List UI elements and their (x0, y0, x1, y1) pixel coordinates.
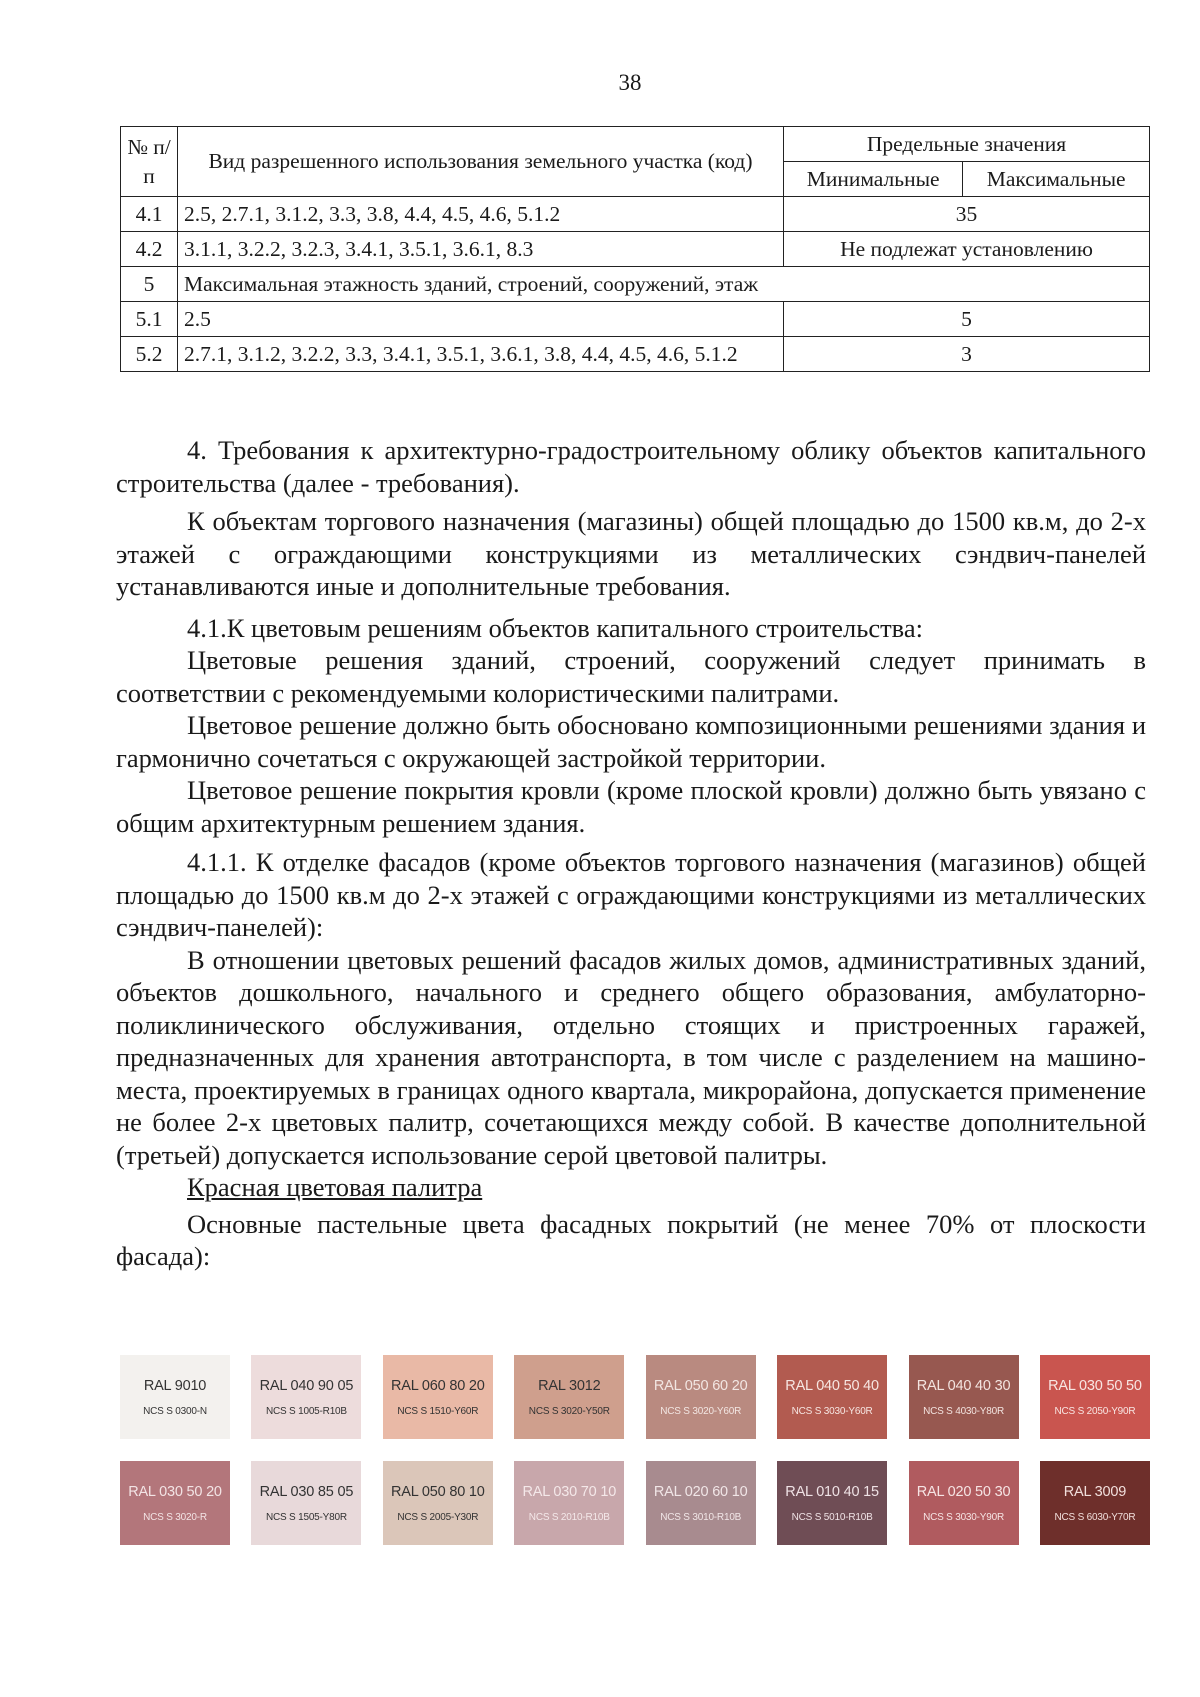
paragraph: Основные пастельные цвета фасадных покрытий (не менее 70% от плоскости фасада): (116, 1208, 1146, 1271)
swatch-row-1 (120, 1355, 1150, 1439)
swatch-ncs-code: NCS S 0300-N (143, 1405, 207, 1417)
palette-subheading-text: Красная цветовая палитра (187, 1172, 483, 1202)
swatch-ral-code: RAL 020 60 10 (653, 1483, 748, 1500)
table-row (121, 232, 1150, 267)
paragraph: 4. Требования к архитектурно-градостроительному облику объектов капитального строительства (далее - требования). (116, 435, 1146, 498)
row-num: 5.1 (121, 302, 178, 337)
paragraph: В отношении цветовых решений фасадов жилых домов, административных зданий, объектов дошкольного, начального и среднего общего образования, амбулаторно-поликлинического обслуживания, отдельно стоящих и пристроенных гаражей, предназначенных для хранения автотранспорта, в том числе с разделением на машино-места, проектируемых в границах одного квартала, микрорайона, допускается применение не более 2-х цветовых палитр, сочетающихся между собой. В качестве дополнительной (третьей) допускается использование серой цветовой палитры. (116, 944, 1146, 1170)
color-swatch (383, 1461, 493, 1545)
swatch-ncs-code: NCS S 1510-Y60R (397, 1405, 479, 1417)
swatch-ncs-code: NCS S 2010-R10B (528, 1511, 610, 1523)
swatch-ncs-code: NCS S 3020-Y60R (660, 1405, 742, 1417)
swatch-ral-code: RAL 030 50 20 (128, 1483, 222, 1500)
color-palette (120, 1355, 1150, 1567)
swatch-ral-code: RAL 060 80 20 (391, 1377, 485, 1394)
table-row (121, 197, 1150, 232)
color-swatch (120, 1461, 230, 1545)
header-max: Максимальные (963, 162, 1150, 197)
swatch-ncs-code: NCS S 6030-Y70R (1054, 1511, 1136, 1523)
swatch-ncs-code: NCS S 1005-R10B (265, 1405, 347, 1417)
swatch-ral-code: RAL 050 80 10 (391, 1483, 485, 1500)
swatch-ncs-code: NCS S 3010-R10B (660, 1511, 742, 1523)
color-swatch (777, 1355, 887, 1439)
row-value: 35 (784, 197, 1150, 232)
swatch-ral-code: RAL 040 50 40 (785, 1377, 879, 1394)
color-swatch (646, 1461, 756, 1545)
color-swatch (646, 1355, 756, 1439)
row-codes: 3.1.1, 3.2.2, 3.2.3, 3.4.1, 3.5.1, 3.6.1, 8.3 (178, 232, 784, 267)
header-type: Вид разрешенного использования земельного участка (код) (178, 127, 784, 197)
swatch-ncs-code: NCS S 5010-R10B (791, 1511, 873, 1523)
swatch-ral-code: RAL 020 50 30 (916, 1483, 1011, 1500)
row-codes: 2.5, 2.7.1, 3.1.2, 3.3, 3.8, 4.4, 4.5, 4.6, 5.1.2 (178, 197, 784, 232)
color-swatch (1040, 1461, 1150, 1545)
row-num: 4.1 (121, 197, 178, 232)
paragraph: Цветовое решение должно быть обосновано композиционными решениями здания и гармонично сочетаться с окружающей застройкой территории. (116, 710, 1146, 773)
table-header-row (121, 127, 1150, 162)
limits-table (120, 126, 1150, 372)
swatch-ral-code: RAL 050 60 20 (653, 1377, 748, 1394)
color-swatch (383, 1355, 493, 1439)
paragraph: Цветовые решения зданий, строений, сооружений следует принимать в соответствии с рекомендуемыми колористическими палитрами. (116, 645, 1146, 708)
swatch-ral-code: RAL 3012 (538, 1377, 601, 1394)
page-number: 38 (618, 70, 642, 95)
color-swatch (1040, 1355, 1150, 1439)
paragraph: Цветовое решение покрытия кровли (кроме плоской кровли) должно быть увязано с общим архитектурным решением здания. (116, 775, 1146, 838)
header-num: № п/п (121, 127, 178, 197)
swatch-ral-code: RAL 030 70 10 (522, 1483, 617, 1500)
swatch-ncs-code: NCS S 3030-Y60R (791, 1405, 873, 1417)
row-value: Не подлежат установлению (784, 232, 1150, 267)
row-num: 5 (121, 267, 178, 302)
color-swatch (120, 1355, 230, 1439)
color-swatch (909, 1461, 1019, 1545)
swatch-ral-code: RAL 030 85 05 (259, 1483, 354, 1500)
row-num: 4.2 (121, 232, 178, 267)
body-text (116, 434, 1146, 1273)
swatch-ral-code: RAL 010 40 15 (785, 1483, 879, 1500)
table-row (121, 302, 1150, 337)
paragraph: 4.1.К цветовым решениям объектов капитального строительства: (187, 612, 923, 643)
color-swatch (909, 1355, 1019, 1439)
swatch-ncs-code: NCS S 1505-Y80R (265, 1511, 347, 1523)
swatch-ncs-code: NCS S 2050-Y90R (1054, 1405, 1136, 1417)
color-swatch (251, 1355, 361, 1439)
swatch-ral-code: RAL 9010 (143, 1377, 207, 1394)
swatch-ral-code: RAL 3009 (1063, 1483, 1127, 1500)
row-codes: 2.7.1, 3.1.2, 3.2.2, 3.3, 3.4.1, 3.5.1, 3.6.1, 3.8, 4.4, 4.5, 4.6, 5.1.2 (178, 337, 784, 372)
color-swatch (514, 1355, 624, 1439)
paragraph: 4.1.1. К отделке фасадов (кроме объектов торгового назначения (магазинов) общей площадью до 1500 кв.м до 2-х этажей с ограждающими конструкциями из металлических сэндвич-панелей): (116, 847, 1146, 942)
paragraph: К объектам торгового назначения (магазины) общей площадью до 1500 кв.м, до 2-х этажей с ограждающими конструкциями из металлических сэндвич-панелей устанавливаются иные и дополнительные требования. (116, 506, 1146, 601)
table-row (121, 337, 1150, 372)
color-swatch (777, 1461, 887, 1545)
row-codes: Максимальная этажность зданий, строений, сооружений, этаж (178, 267, 1150, 302)
row-num: 5.2 (121, 337, 178, 372)
header-limits: Предельные значения (784, 127, 1150, 162)
color-swatch (251, 1461, 361, 1545)
swatch-row-2 (120, 1461, 1150, 1545)
palette-subheading (116, 1171, 1146, 1204)
swatch-ral-code: RAL 030 50 50 (1048, 1377, 1142, 1394)
table-row (121, 267, 1150, 302)
swatch-ncs-code: NCS S 3020-Y50R (528, 1405, 610, 1417)
color-swatch (514, 1461, 624, 1545)
swatch-ncs-code: NCS S 3020-R (143, 1511, 207, 1523)
header-min: Минимальные (784, 162, 963, 197)
swatch-ral-code: RAL 040 40 30 (916, 1377, 1011, 1394)
swatch-ncs-code: NCS S 4030-Y80R (923, 1405, 1004, 1417)
swatch-ral-code: RAL 040 90 05 (259, 1377, 354, 1394)
swatch-ncs-code: NCS S 2005-Y30R (397, 1511, 479, 1523)
row-value: 3 (784, 337, 1150, 372)
swatch-ncs-code: NCS S 3030-Y90R (923, 1511, 1004, 1523)
row-codes: 2.5 (178, 302, 784, 337)
row-value: 5 (784, 302, 1150, 337)
